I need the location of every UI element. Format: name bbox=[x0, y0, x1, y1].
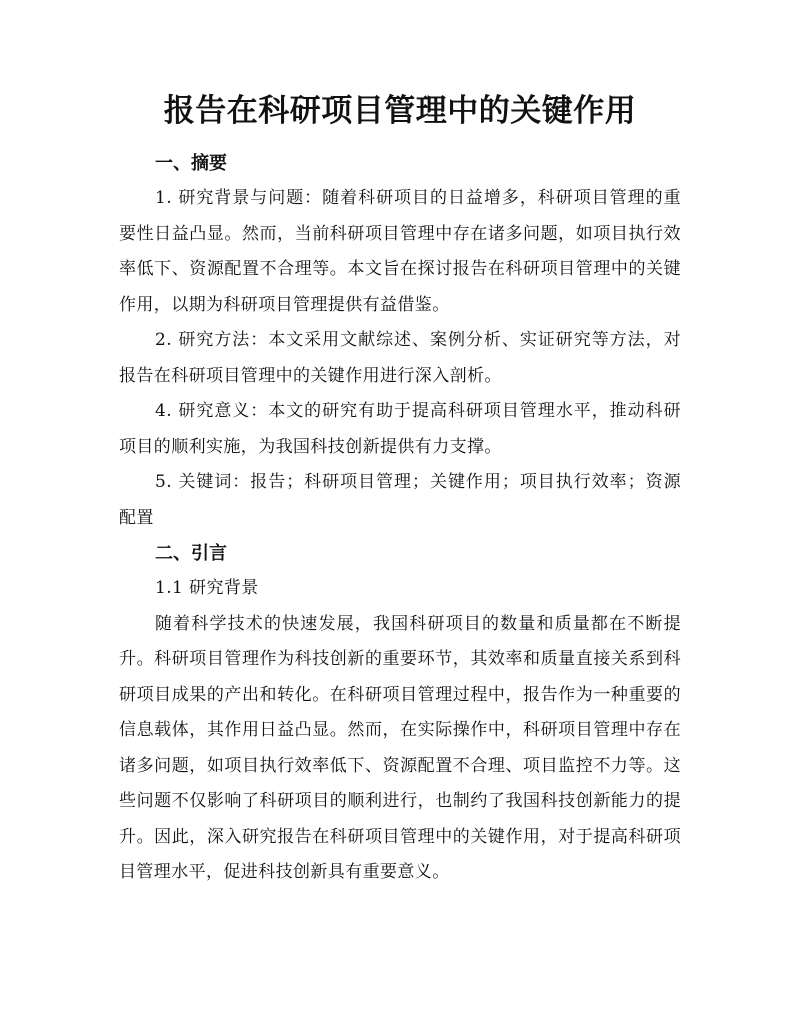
document-body bbox=[119, 146, 681, 891]
paragraph: 1. 研究背景与问题：随着科研项目的日益增多，科研项目管理的重要性日益凸显。然而，当前科研项目管理中存在诸多问题，如项目执行效率低下、资源配置不合理等。本文旨在探讨报告在科研项目管理中的关键作用，以期为科研项目管理提供有益借鉴。 bbox=[119, 188, 681, 315]
section-heading: 二、引言 bbox=[155, 543, 227, 564]
paragraph: 2. 研究方法：本文采用文献综述、案例分析、实证研究等方法，对报告在科研项目管理中的关键作用进行深入剖析。 bbox=[119, 330, 681, 386]
paragraph: 随着科学技术的快速发展，我国科研项目的数量和质量都在不断提升。科研项目管理作为科技创新的重要环节，其效率和质量直接关系到科研项目成果的产出和转化。在科研项目管理过程中，报告作为一种重要的信息载体，其作用日益凸显。然而，在实际操作中，科研项目管理中存在诸多问题，如项目执行效率低下、资源配置不合理、项目监控不力等。这些问题不仅影响了科研项目的顺利进行，也制约了我国科技创新能力的提升。因此，深入研究报告在科研项目管理中的关键作用，对于提高科研项目管理水平，促进科技创新具有重要意义。 bbox=[119, 613, 681, 882]
section-abstract bbox=[119, 146, 681, 536]
subsection-heading: 1.1 研究背景 bbox=[155, 578, 259, 598]
paragraph: 5. 关键词：报告；科研项目管理；关键作用；项目执行效率；资源配置 bbox=[119, 472, 681, 528]
paragraph: 4. 研究意义：本文的研究有助于提高科研项目管理水平，推动科研项目的顺利实施，为我国科技创新提供有力支撑。 bbox=[119, 401, 681, 457]
section-heading: 一、摘要 bbox=[155, 153, 227, 174]
document-title: 报告在科研项目管理中的关键作用 bbox=[163, 93, 637, 129]
section-introduction bbox=[119, 536, 681, 891]
